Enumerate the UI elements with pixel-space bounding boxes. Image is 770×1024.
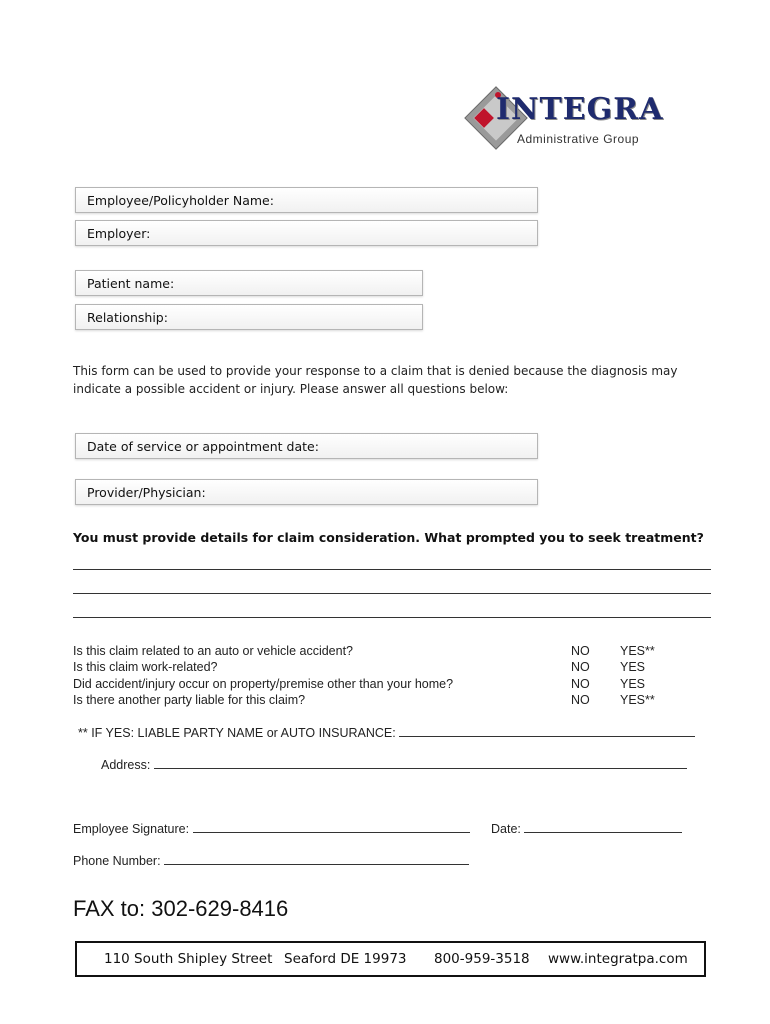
footer-contact-box (75, 941, 706, 977)
employer-label: Employer: (87, 225, 151, 241)
answer-yes[interactable]: YES (620, 660, 646, 674)
answer-no[interactable]: NO (571, 660, 590, 674)
date-label: Date: (491, 822, 521, 836)
intro-text: This form can be used to provide your response to a claim that is denied because the diagnosis may indicate a possible accident or injury. Please answer all questions below: (73, 364, 678, 396)
patient-name-field[interactable] (75, 270, 423, 296)
relationship-label: Relationship: (87, 309, 168, 325)
details-prompt: You must provide details for claim consideration. What prompted you to seek treatment? (73, 530, 704, 545)
signature-input-line[interactable] (193, 820, 470, 833)
answer-yes[interactable]: YES** (620, 693, 655, 707)
liable-party-row (78, 724, 695, 740)
question-liable-party: Is there another party liable for this claim? (73, 693, 306, 707)
signature-row (73, 820, 470, 836)
date-input-line[interactable] (524, 820, 682, 833)
details-line[interactable] (73, 593, 711, 594)
employee-name-label: Employee/Policyholder Name: (87, 192, 274, 208)
relationship-field[interactable] (75, 304, 423, 330)
question-auto-accident: Is this claim related to an auto or vehicle accident? (73, 644, 354, 658)
patient-name-label: Patient name: (87, 275, 175, 291)
footer-street: 110 South Shipley Street (104, 951, 273, 967)
answer-yes[interactable]: YES** (620, 644, 655, 658)
question-work-related: Is this claim work-related? (73, 660, 218, 674)
liable-party-input-line[interactable] (399, 724, 695, 737)
phone-input-line[interactable] (164, 852, 469, 865)
details-line[interactable] (73, 617, 711, 618)
provider-label: Provider/Physician: (87, 484, 206, 500)
address-label: Address: (101, 758, 151, 772)
phone-row (73, 852, 469, 868)
employee-name-field[interactable] (75, 187, 538, 213)
answer-no[interactable]: NO (571, 693, 590, 707)
employer-field[interactable] (75, 220, 538, 246)
footer-city: Seaford DE 19973 (284, 951, 407, 967)
question-property: Did accident/injury occur on property/premise other than your home? (73, 677, 454, 691)
phone-label: Phone Number: (73, 854, 161, 868)
answer-no[interactable]: NO (571, 644, 590, 658)
liable-party-label: ** IF YES: LIABLE PARTY NAME or AUTO INSURANCE: (78, 726, 396, 740)
integra-logo (462, 78, 662, 158)
answer-yes[interactable]: YES (620, 677, 646, 691)
date-of-service-label: Date of service or appointment date: (87, 438, 319, 454)
date-row (491, 820, 682, 836)
address-row (101, 756, 687, 772)
logo-tagline: Administrative Group (517, 132, 640, 146)
address-input-line[interactable] (154, 756, 687, 769)
date-of-service-field[interactable] (75, 433, 538, 459)
signature-label: Employee Signature: (73, 822, 190, 836)
answer-no[interactable]: NO (571, 677, 590, 691)
fax-number: FAX to: 302-629-8416 (73, 896, 289, 921)
provider-field[interactable] (75, 479, 538, 505)
logo-brand: INTEGRA (496, 92, 664, 127)
details-line[interactable] (73, 569, 711, 570)
footer-website[interactable]: www.integratpa.com (548, 951, 688, 967)
footer-phone: 800-959-3518 (434, 951, 530, 967)
